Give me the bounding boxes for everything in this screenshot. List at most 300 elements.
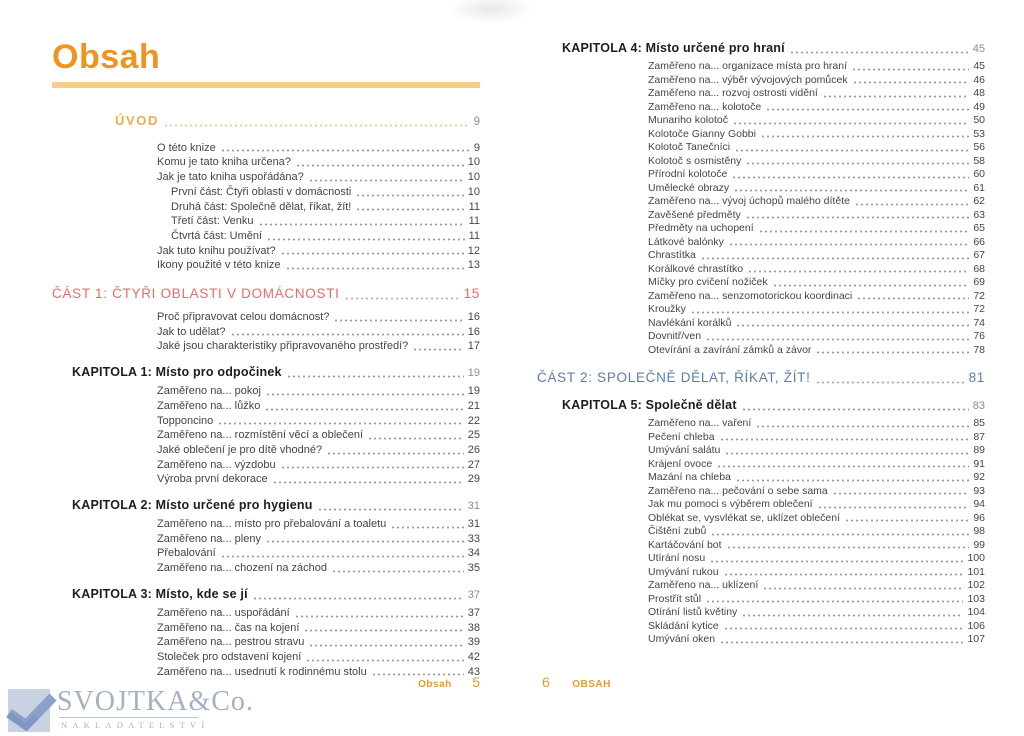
toc-label: Otírání listů květiny: [648, 606, 738, 618]
dot-leader: [742, 614, 963, 617]
toc-label: Utírání nosu: [648, 552, 706, 564]
toc-label: Ikony použité v této knize: [157, 259, 281, 272]
dot-leader: [734, 189, 969, 192]
toc-label: Zaměřeno na... uklízení: [648, 579, 759, 591]
dot-leader: [732, 176, 969, 179]
toc-entry: [648, 620, 985, 634]
dot-leader: [327, 452, 464, 455]
toc-page-number: 19: [467, 385, 480, 398]
logo-wordmark: SVOJTKA&Co.: [57, 686, 254, 717]
toc-label: KAPITOLA 5: Společně dělat: [562, 398, 737, 412]
toc-page-number: 87: [973, 430, 985, 443]
toc-entry: [648, 633, 985, 647]
toc-page-number: 45: [972, 43, 985, 55]
toc-entry: [157, 635, 480, 650]
toc-label: Kartáčování bot: [648, 538, 722, 551]
toc-label: Prostřít stůl: [648, 592, 702, 605]
toc-label: Jaké oblečení je pro dítě vhodné?: [157, 443, 323, 456]
toc-page-number: 45: [973, 60, 985, 72]
toc-entry: [648, 209, 985, 223]
toc-label: Navlékání korálků: [648, 316, 732, 329]
toc-entry: [648, 114, 985, 128]
toc-page-number: 31: [467, 500, 480, 513]
toc-entry: [157, 310, 480, 325]
toc-page-number: 61: [973, 181, 985, 194]
toc-page-number: 38: [467, 621, 480, 634]
toc-label: Zaměřeno na... místo pro přebalování a toaletu: [157, 518, 387, 531]
toc-page-number: 92: [973, 471, 985, 483]
toc-entry: [648, 539, 985, 553]
dot-leader: [773, 284, 970, 287]
toc-chapter-heading: [72, 364, 480, 381]
toc-page-number: 16: [467, 311, 480, 324]
dot-leader: [711, 533, 969, 536]
toc-page-number: 35: [467, 562, 480, 575]
toc-entry: [648, 579, 985, 593]
dot-leader: [736, 324, 969, 327]
page-right: [537, 40, 985, 647]
dot-leader: [735, 149, 969, 152]
scan-artifact: [448, 0, 534, 24]
dot-leader: [296, 164, 464, 167]
toc-label: Zaměřeno na... pokoj: [157, 385, 261, 398]
dot-leader: [265, 408, 463, 411]
toc-entry: [648, 458, 985, 472]
toc-label: Jak to udělat?: [157, 325, 226, 338]
toc-subentry: [171, 229, 480, 244]
dot-leader: [853, 81, 970, 84]
dot-leader: [766, 108, 969, 111]
toc-label: Zaměřeno na... senzomotorickou koordinaci: [648, 289, 853, 302]
toc-page-number: 11: [468, 215, 480, 228]
toc-page-number: 16: [467, 325, 480, 338]
toc-entry: [157, 561, 480, 576]
toc-chapter-heading: [562, 397, 985, 414]
dot-leader: [717, 465, 969, 468]
toc-entry: [648, 525, 985, 539]
toc-page-number: 62: [973, 195, 985, 207]
toc-page-number: 107: [967, 633, 985, 645]
dot-leader: [356, 194, 463, 197]
toc-label: Komu je tato kniha určena?: [157, 156, 291, 169]
toc-page-number: 34: [467, 547, 480, 560]
toc-label: Kolotoč s osmistěny: [648, 154, 742, 167]
toc-page-number: 43: [467, 665, 480, 678]
toc-entry: [157, 399, 480, 414]
toc-label: Zaměřeno na... vývoj úchopů malého dítěte: [648, 195, 850, 207]
dot-leader: [413, 348, 463, 351]
toc-entry: [648, 303, 985, 317]
dot-leader: [742, 408, 969, 411]
toc-entry: [648, 485, 985, 499]
toc-entry: [157, 155, 480, 170]
toc-label: O této knize: [157, 141, 216, 154]
toc-label: KAPITOLA 3: Místo, kde se jí: [72, 586, 248, 601]
dot-leader: [266, 393, 464, 396]
dot-leader: [304, 629, 463, 632]
dot-leader: [281, 252, 464, 255]
toc-label: Kolotoč Tanečníci: [648, 141, 731, 153]
dot-leader: [266, 540, 464, 543]
dot-leader: [720, 438, 970, 441]
toc-page-number: 102: [967, 579, 985, 591]
toc-chapter-heading: [562, 40, 985, 57]
page-left: [52, 38, 480, 679]
dot-leader: [710, 560, 963, 563]
toc-entry: [648, 317, 985, 331]
toc-label: Topponcino: [157, 414, 214, 427]
toc-entry: [157, 606, 480, 621]
dot-leader: [221, 149, 470, 152]
toc-entry: [648, 417, 985, 431]
toc-page-number: 78: [973, 343, 985, 356]
toc-label: Jak tuto knihu používat?: [157, 244, 276, 257]
toc-label: Druhá část: Společně dělat, říkat, žít!: [171, 200, 352, 213]
toc-page-number: 9: [473, 116, 480, 128]
footer-page-number: 5: [472, 674, 480, 690]
toc-page-number: 50: [973, 114, 985, 126]
dot-leader: [724, 573, 964, 576]
dot-leader: [855, 203, 969, 206]
toc-entry: [157, 141, 480, 156]
toc-page-number: 96: [973, 511, 985, 524]
toc-page-number: 69: [973, 276, 985, 288]
logo-check-icon: [2, 692, 58, 732]
dot-leader: [318, 508, 464, 511]
toc-label: ČÁST 2: SPOLEČNĚ DĚLAT, ŘÍKAT, ŽÍT!: [537, 370, 811, 385]
dot-leader: [356, 208, 464, 211]
toc-page-number: 29: [467, 473, 480, 486]
toc-page-number: 31: [467, 518, 480, 531]
toc-label: Zaměřeno na... rozvoj ostrosti vidění: [648, 87, 818, 99]
dot-leader: [164, 124, 470, 127]
toc-entry: [648, 276, 985, 290]
toc-page-number: 21: [467, 399, 480, 412]
toc-label: Míčky pro cvičení nožiček: [648, 276, 768, 288]
toc-label: Zaměřeno na... uspořádání: [157, 606, 290, 619]
toc-chapter-heading: [72, 497, 480, 514]
footer-right: [542, 674, 611, 692]
toc-section-heading: [115, 114, 480, 130]
toc-entry: [648, 101, 985, 115]
toc-entry: [157, 472, 480, 487]
toc-page-number: 13: [467, 259, 480, 272]
toc-label: Zaměřeno na... lůžko: [157, 399, 261, 412]
toc-label: Otevírání a zavírání zámků a závor: [648, 343, 812, 356]
toc-entry: [648, 444, 985, 458]
dot-leader: [309, 644, 463, 647]
toc-page-number: 11: [468, 229, 480, 242]
toc-page-number: 25: [467, 429, 480, 442]
toc-page-number: 63: [973, 208, 985, 221]
toc-page-number: 17: [467, 340, 480, 353]
toc-right: [537, 40, 985, 647]
dot-leader: [816, 351, 969, 354]
toc-label: Zaměřeno na... kolotoče: [648, 100, 762, 113]
toc-entry: [648, 222, 985, 236]
dot-leader: [309, 179, 464, 182]
dot-leader: [345, 297, 460, 300]
dot-leader: [816, 381, 965, 384]
toc-page-number: 81: [968, 370, 985, 385]
toc-page-number: 85: [973, 417, 985, 429]
toc-entry: [648, 330, 985, 344]
toc-page-number: 89: [973, 444, 985, 456]
dot-leader: [845, 519, 969, 522]
toc-entry: [157, 258, 480, 273]
toc-page-number: 42: [467, 650, 480, 663]
toc-label: KAPITOLA 1: Místo pro odpočinek: [72, 365, 282, 380]
toc-page-number: 10: [467, 171, 480, 184]
toc-entry: [648, 155, 985, 169]
toc-label: Umělecké obrazy: [648, 181, 730, 194]
toc-entry: [157, 384, 480, 399]
dot-leader: [759, 230, 970, 233]
dot-leader: [790, 51, 969, 54]
dot-leader: [763, 587, 963, 590]
dot-leader: [253, 597, 464, 600]
footer-section-label: OBSAH: [572, 679, 611, 690]
logo-subtitle: NAKLADATELSTVÍ: [61, 720, 210, 730]
dot-leader: [724, 627, 964, 630]
toc-label: Čtvrtá část: Umění: [171, 229, 263, 242]
toc-entry: [648, 141, 985, 155]
toc-page-number: 15: [463, 286, 480, 302]
toc-entry: [648, 182, 985, 196]
toc-label: Zaměřeno na... chození na záchod: [157, 562, 327, 575]
toc-page-number: 101: [967, 565, 985, 578]
dot-leader: [725, 452, 969, 455]
toc-entry: [648, 87, 985, 101]
publisher-logo: [0, 684, 254, 736]
toc-entry: [648, 498, 985, 512]
toc-page-number: 58: [973, 154, 985, 167]
dot-leader: [852, 68, 969, 71]
toc-page-number: 91: [973, 457, 985, 470]
toc-entry: [648, 344, 985, 358]
dot-leader: [287, 375, 464, 378]
toc-entry: [648, 606, 985, 620]
toc-page-number: 19: [467, 367, 480, 380]
toc-entry: [648, 236, 985, 250]
toc-entry: [157, 458, 480, 473]
toc-page-number: 56: [973, 141, 985, 153]
toc-label: První část: Čtyři oblasti v domácnosti: [171, 185, 352, 198]
toc-page-number: 22: [467, 414, 480, 427]
footer-page-number: 6: [542, 674, 550, 690]
toc-entry: [157, 244, 480, 259]
toc-page-number: 26: [467, 443, 480, 456]
toc-page-number: 67: [973, 249, 985, 261]
toc-page-number: 60: [973, 168, 985, 180]
toc-label: Zaměřeno na... výběr vývojových pomůcek: [648, 73, 848, 86]
toc-label: Zaměřeno na... rozmístění věcí a oblečení: [157, 429, 364, 442]
toc-label: Jak mu pomoci s výběrem oblečení: [648, 498, 813, 510]
dot-leader: [857, 297, 969, 300]
toc-label: Zaměřeno na... čas na kojení: [157, 621, 300, 634]
toc-page-number: 104: [967, 606, 985, 618]
dot-leader: [691, 311, 969, 314]
dot-leader: [701, 257, 969, 260]
toc-page-number: 27: [467, 458, 480, 471]
toc-label: Třetí část: Venku: [171, 215, 254, 228]
toc-page-number: 10: [467, 156, 480, 169]
dot-leader: [267, 238, 465, 241]
toc-label: Jak je tato kniha uspořádána?: [157, 171, 304, 184]
toc-label: Zaměřeno na... vaření: [648, 417, 752, 429]
toc-page-number: 106: [967, 619, 985, 632]
toc-entry: [157, 339, 480, 354]
toc-label: Umývání rukou: [648, 565, 719, 578]
toc-chapter-heading: [72, 586, 480, 603]
toc-label: Chrastítka: [648, 249, 696, 261]
dot-leader: [259, 223, 465, 226]
dot-leader: [736, 479, 969, 482]
toc-page-number: 53: [973, 127, 985, 140]
toc-page-number: 72: [973, 289, 985, 302]
dot-leader: [818, 506, 970, 509]
toc-label: Látkové balónky: [648, 235, 724, 248]
toc-entry: [157, 443, 480, 458]
toc-label: Krájení ovoce: [648, 457, 713, 470]
toc-label: Zavěšené předměty: [648, 208, 741, 221]
toc-entry: [648, 471, 985, 485]
dot-leader: [833, 492, 970, 495]
toc-label: Oblékat se, vysvlékat se, uklízet oblečení: [648, 511, 841, 524]
dot-leader: [368, 437, 464, 440]
toc-entry: [648, 566, 985, 580]
toc-label: Mazání na chleba: [648, 471, 731, 483]
dot-leader: [286, 267, 464, 270]
toc-label: Umývání oken: [648, 633, 716, 645]
toc-page-number: 68: [973, 262, 985, 275]
toc-page-number: 39: [467, 636, 480, 649]
toc-entry: [157, 621, 480, 636]
toc-label: Přírodní kolotoče: [648, 168, 728, 180]
toc-label: ÚVOD: [115, 113, 159, 128]
toc-entry: [157, 650, 480, 665]
toc-label: Munariho kolotoč: [648, 114, 728, 126]
toc-entry: [648, 593, 985, 607]
toc-label: Kolotoče Gianny Gobbi: [648, 127, 756, 140]
toc-page-number: 72: [973, 303, 985, 315]
toc-label: Proč připravovat celou domácnost?: [157, 311, 330, 324]
dot-leader: [221, 555, 464, 558]
toc-page-number: 37: [467, 606, 480, 619]
toc-entry: [648, 74, 985, 88]
dot-leader: [746, 216, 970, 219]
toc-page-number: 83: [972, 400, 985, 412]
dot-leader: [281, 466, 464, 469]
toc-entry: [157, 325, 480, 340]
toc-left: [52, 114, 480, 679]
toc-entry: [648, 512, 985, 526]
toc-entry: [157, 414, 480, 429]
toc-page-number: 9: [473, 141, 480, 154]
footer-section-label: Obsah: [418, 679, 452, 690]
toc-label: Skládání kytice: [648, 619, 719, 632]
toc-page-number: 37: [467, 588, 480, 601]
toc-page-number: 74: [973, 316, 985, 329]
dot-leader: [729, 243, 969, 246]
toc-page-number: 65: [973, 222, 985, 234]
dot-leader: [706, 600, 963, 603]
toc-label: Zaměřeno na... usednutí k rodinnému stolu: [157, 665, 367, 678]
toc-page-number: 93: [973, 484, 985, 497]
dot-leader: [295, 615, 464, 618]
toc-entry: [648, 431, 985, 445]
toc-page-number: 100: [967, 552, 985, 564]
dot-leader: [733, 122, 969, 125]
toc-entry: [648, 195, 985, 209]
toc-label: Přebalování: [157, 547, 216, 560]
dot-leader: [334, 319, 463, 322]
dot-leader: [720, 641, 963, 644]
dot-leader: [761, 135, 969, 138]
toc-page-number: 33: [467, 532, 480, 545]
toc-label: Pečení chleba: [648, 430, 715, 443]
toc-label: Zaměřeno na... pleny: [157, 532, 261, 545]
toc-entry: [648, 263, 985, 277]
toc-label: Zaměřeno na... pečování o sebe sama: [648, 484, 828, 497]
toc-entry: [648, 168, 985, 182]
toc-entry: [157, 532, 480, 547]
dot-leader: [756, 425, 969, 428]
toc-label: ČÁST 1: ČTYŘI OBLASTI V DOMÁCNOSTI: [52, 286, 340, 302]
toc-label: KAPITOLA 2: Místo určené pro hygienu: [72, 498, 313, 513]
toc-entry: [157, 517, 480, 532]
dot-leader: [746, 162, 969, 165]
toc-page-number: 12: [467, 244, 480, 257]
toc-label: Předměty na uchopení: [648, 222, 754, 234]
toc-page-number: 10: [467, 185, 480, 198]
toc-label: Umývání salátu: [648, 444, 721, 456]
dot-leader: [706, 338, 969, 341]
dot-leader: [727, 546, 970, 549]
toc-entry: [648, 128, 985, 142]
toc-label: Dovnitř/ven: [648, 330, 702, 342]
toc-page-number: 98: [973, 525, 985, 537]
toc-page-number: 49: [973, 100, 985, 113]
dot-leader: [391, 526, 463, 529]
toc-label: Zaměřeno na... výzdobu: [157, 458, 276, 471]
toc-page-number: 94: [973, 498, 985, 510]
dot-leader: [332, 570, 464, 573]
toc-entry: [157, 170, 480, 185]
toc-subentry: [171, 185, 480, 200]
toc-page-number: 66: [973, 235, 985, 248]
toc-page-number: 99: [973, 538, 985, 551]
dot-leader: [273, 481, 464, 484]
toc-page-number: 76: [973, 330, 985, 342]
toc-label: Výroba první dekorace: [157, 473, 268, 486]
dot-leader: [748, 270, 969, 273]
toc-entry: [648, 552, 985, 566]
toc-part-heading: [537, 369, 985, 387]
toc-label: KAPITOLA 4: Místo určené pro hraní: [562, 41, 785, 55]
toc-label: Zaměřeno na... organizace místa pro hraní: [648, 60, 848, 72]
toc-subentry: [171, 214, 480, 229]
dot-leader: [306, 659, 463, 662]
dot-leader: [218, 422, 463, 425]
toc-page-number: 48: [973, 87, 985, 99]
toc-entry: [648, 249, 985, 263]
toc-label: Zaměřeno na... pestrou stravu: [157, 636, 305, 649]
toc-page-number: 103: [967, 592, 985, 605]
toc-label: Stoleček pro odstavení kojení: [157, 650, 302, 663]
toc-entry: [648, 60, 985, 74]
dot-leader: [823, 95, 969, 98]
